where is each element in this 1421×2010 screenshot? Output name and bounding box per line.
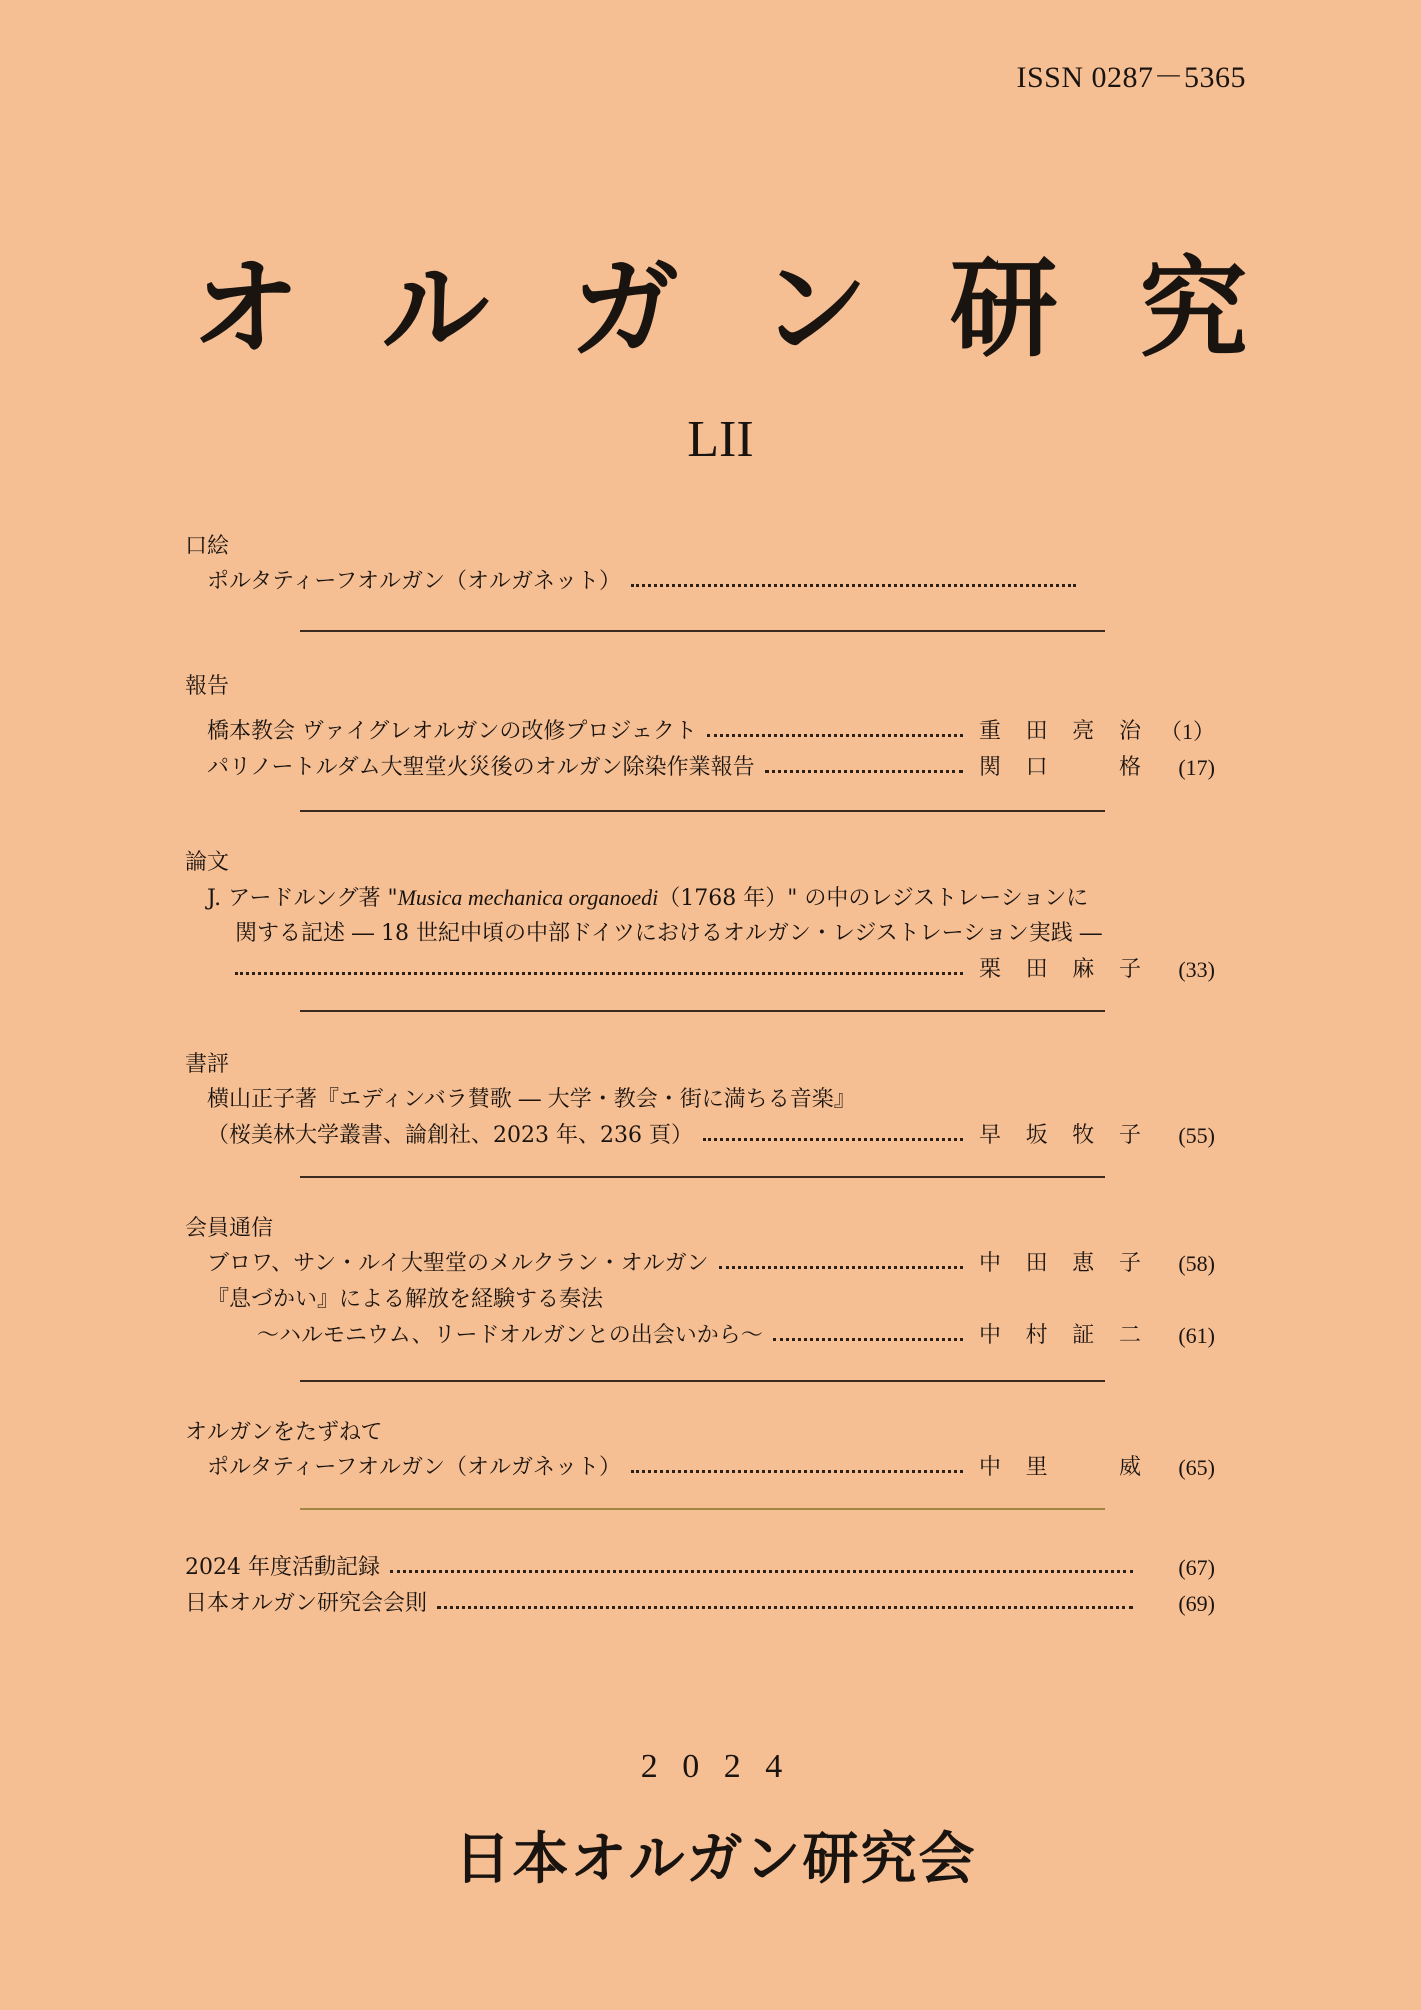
toc-entry-continuation [185,1318,1215,1354]
toc-entry-author-line [185,952,1215,988]
entry-page: (17) [1178,755,1215,780]
section-heading-members: 会員通信 [185,1216,274,1241]
section-heading-reviews: 書評 [185,1052,230,1077]
publisher-name: 日本オルガン研究会 [454,1827,977,1892]
toc-entry[interactable] [185,1586,1215,1622]
entry-author: 中 村 証 二 [978,1323,1141,1348]
section-heading-reports: 報告 [185,674,230,699]
entry-author: 関 口 格 [978,755,1141,780]
toc-entry-continuation [185,916,1215,952]
dot-leader [707,734,963,737]
toc-entry[interactable] [185,714,1215,750]
toc-entry-continuation [185,1118,1215,1154]
entry-page: (55) [1178,1123,1215,1148]
dot-leader [631,1470,963,1473]
dot-leader [719,1266,963,1269]
toc-entry[interactable] [185,564,1215,600]
entry-title: J. アードルング著 "Musica mechanica organoedi（1768 年）" の中のレジストレーションに [207,884,1089,911]
dot-leader [235,972,963,975]
entry-page: （1） [1159,719,1215,744]
entry-title-continued: （桜美林大学叢書、論創社、2023 年、236 頁） [207,1123,693,1148]
entry-author: 栗 田 麻 子 [978,957,1141,982]
dot-leader [390,1570,1133,1573]
section-heading-visits: オルガンをたずねて [185,1420,383,1445]
dot-leader [703,1138,963,1141]
journal-title: オ ル ガ ン 研 究 [191,246,1270,372]
entry-title: ブロワ、サン・ルイ大聖堂のメルクラン・オルガン [207,1251,709,1276]
section-heading-frontispiece: 口絵 [185,534,230,559]
entry-page: (58) [1178,1251,1215,1276]
table-of-contents [185,530,1215,1622]
dot-leader [631,584,1076,587]
entry-title: 日本オルガン研究会会則 [185,1591,428,1616]
toc-entry[interactable] [185,1082,1215,1118]
toc-entry[interactable] [185,1246,1215,1282]
entry-title-continued: ～ハルモニウム、リードオルガンとの出会いから～ [257,1323,763,1348]
entry-title: 2024 年度活動記録 [185,1555,380,1580]
publication-year: 2 0 2 4 [640,1748,791,1785]
entry-title: パリノートルダム大聖堂火災後のオルガン除染作業報告 [207,755,755,780]
entry-page: (69) [1178,1591,1215,1616]
entry-title: 橋本教会 ヴァイグレオルガンの改修プロジェクト [207,719,697,744]
issn-number: ISSN 0287－5365 [1016,61,1246,94]
section-heading-papers: 論文 [185,850,230,875]
entry-page: (65) [1178,1455,1215,1480]
dot-leader [773,1338,963,1341]
entry-page: (61) [1178,1323,1215,1348]
entry-author: 中 田 恵 子 [978,1251,1141,1276]
entry-author: 早 坂 牧 子 [978,1123,1141,1148]
entry-title: 横山正子著『エディンバラ賛歌 ― 大学・教会・街に満ちる音楽』 [207,1087,856,1112]
dot-leader [765,770,963,773]
dot-leader [437,1606,1133,1609]
volume-number: LII [687,411,754,468]
toc-entry[interactable] [185,880,1215,916]
entry-title: ポルタティーフオルガン（オルガネット） [207,1455,622,1480]
entry-title-continued: 関する記述 ― 18 世紀中頃の中部ドイツにおけるオルガン・レジストレーション実践 ― [235,921,1102,946]
toc-entry[interactable] [185,1450,1215,1486]
toc-entry[interactable] [185,750,1215,786]
entry-page: (33) [1178,957,1215,982]
entry-author: 中 里 威 [978,1455,1141,1480]
entry-author: 重 田 亮 治 [978,719,1141,744]
entry-title: ポルタティーフオルガン（オルガネット） [207,569,622,594]
entry-page: (67) [1178,1555,1215,1580]
toc-entry[interactable] [185,1282,1215,1318]
entry-title: 『息づかい』による解放を経験する奏法 [207,1287,604,1312]
toc-entry[interactable] [185,1550,1215,1586]
